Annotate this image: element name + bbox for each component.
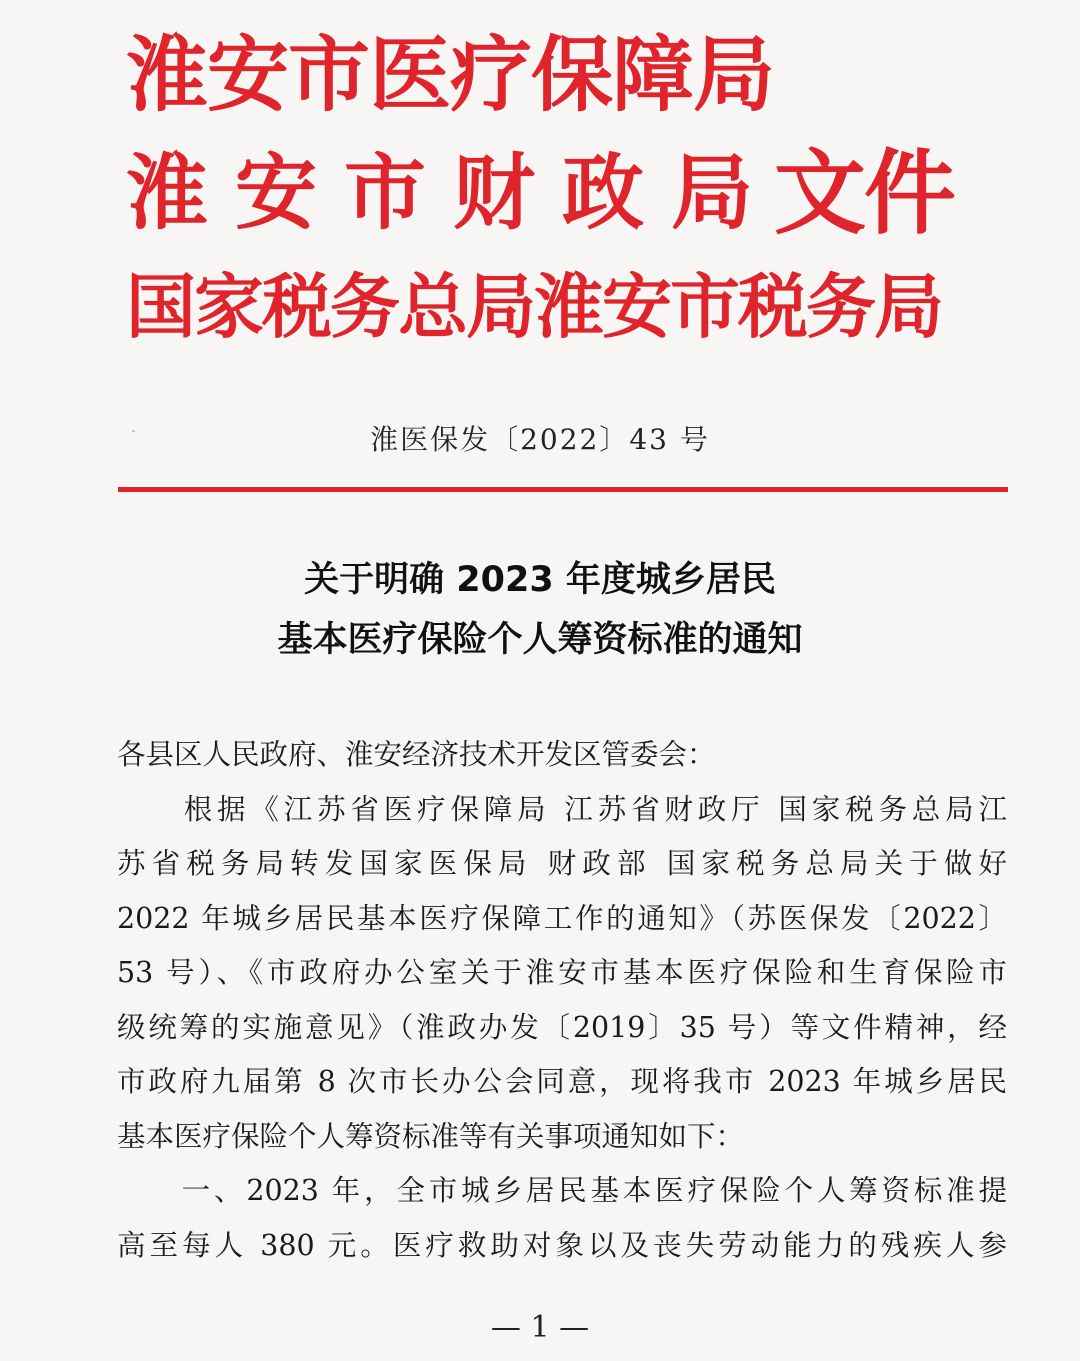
body-line: 53 号）、《市政府办公室关于淮安市基本医疗保险和生育保险市 (117, 956, 1007, 989)
body-line: 一、2023 年，全市城乡居民基本医疗保险个人筹资标准提 (117, 1174, 1007, 1207)
body-line: 苏省税务局转发国家医保局 财政部 国家税务总局关于做好 (117, 847, 1007, 880)
masthead-finance-bureau-name: 淮安市财政局 (126, 146, 781, 241)
body-line: 基本医疗保险个人筹资标准等有关事项通知如下： (117, 1119, 745, 1153)
title-line-2: 基本医疗保险个人筹资标准的通知 (277, 620, 803, 660)
body-line: 2022 年城乡居民基本医疗保障工作的通知》（苏医保发〔2022〕 (117, 901, 1007, 935)
document-title (0, 550, 1080, 670)
masthead-document-label: 文件 (774, 140, 955, 247)
masthead-line-finance-bureau (126, 140, 1006, 247)
masthead-line-tax-bureau: 国家税务总局淮安市税务局 (126, 266, 942, 348)
body-line: 高至每人 380 元。医疗救助对象以及丧失劳动能力的残疾人参 (117, 1228, 1007, 1262)
body-line: 各县区人民政府、淮安经济技术开发区管委会： (117, 738, 716, 771)
masthead-line-medical-security-bureau: 淮安市医疗保障局 (126, 28, 775, 123)
body-line: 级统筹的实施意见》（淮政办发〔2019〕35 号）等文件精神，经 (117, 1010, 1007, 1044)
body-line: 根据《江苏省医疗保障局 江苏省财政厅 国家税务总局江 (117, 792, 1007, 826)
document-body (117, 728, 1007, 1273)
document-number: 淮医保发〔2022〕43 号 (370, 423, 710, 456)
red-separator-line (118, 487, 1008, 492)
page-number: — 1 — (490, 1310, 590, 1345)
title-line-1: 关于明确 2023 年度城乡居民 (304, 560, 776, 600)
body-line: 市政府九届第 8 次市长办公会同意，现将我市 2023 年城乡居民 (117, 1065, 1007, 1098)
